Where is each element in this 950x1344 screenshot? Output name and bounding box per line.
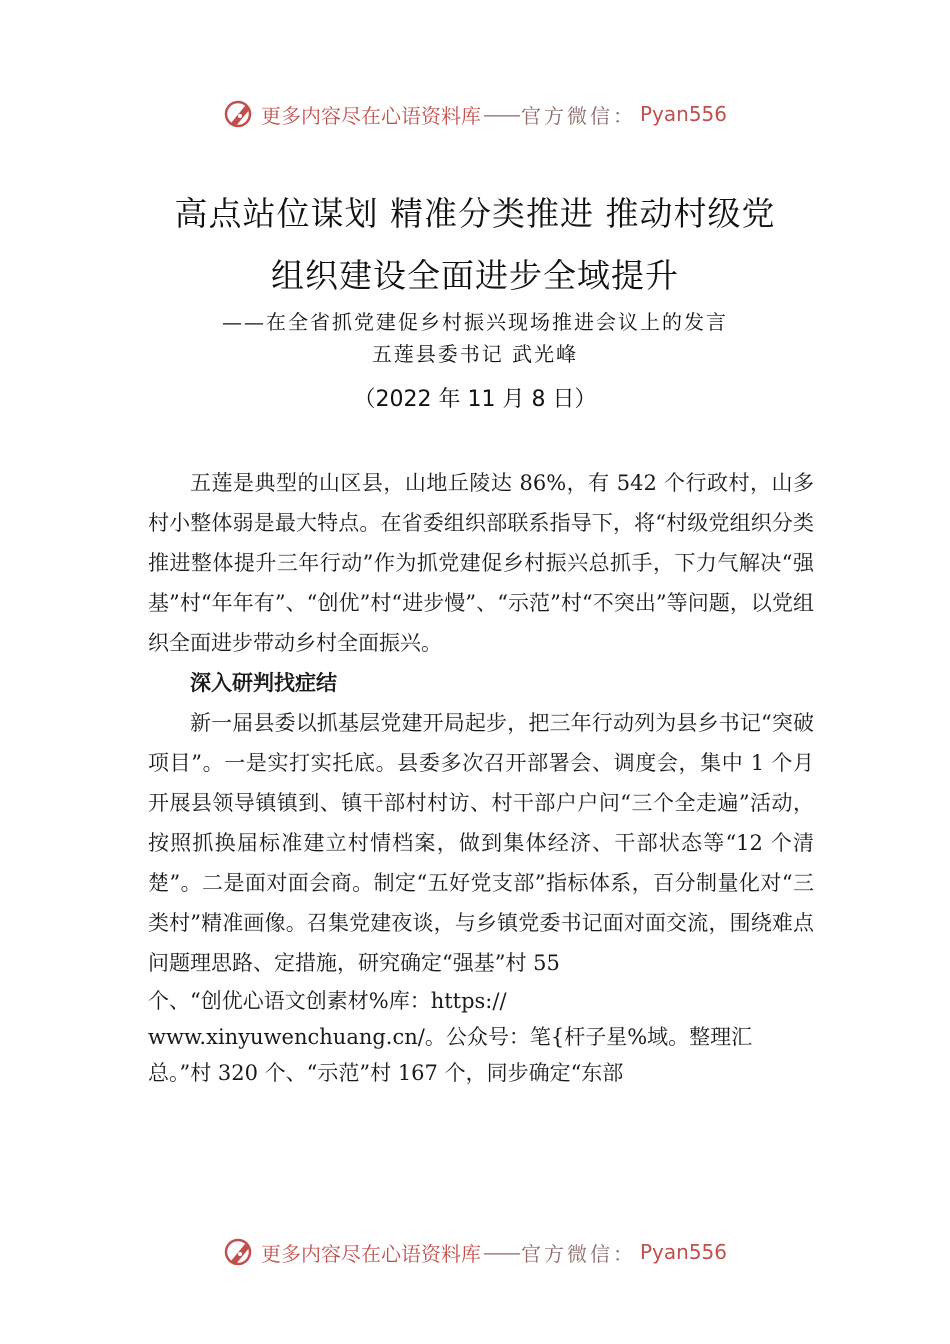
document-subtitle: ——在全省抓党建促乡村振兴现场推进会议上的发言: [222, 310, 728, 334]
banner-main-text: 更多内容尽在心语资料库: [260, 1241, 481, 1266]
banner-official-label: 官方微信：: [520, 103, 636, 128]
banner-official-label: 官方微信：: [520, 1241, 636, 1266]
document-author: 五莲县委书记 武光峰: [371, 342, 579, 366]
banner-separator: ——: [482, 1240, 519, 1264]
body-paragraph-1: 五莲是典型的山区县，山地丘陵达 86%，有 542 个行政村，山多村小整体弱是最大特点。在省委组织部联系指导下，将“村级党组织分类推进整体提升三年行动”作为抓党建促乡村振兴总抓手，下力气解决“强基”村“年年有”、“创优”村“进步慢”、“示范”村“不突出”等问题，以党组织全面进步带动乡村全面振兴。: [148, 471, 814, 655]
document-title-line1: 高点站位谋划 精准分类推进 推动村级党: [174, 194, 776, 233]
pen-nib-logo-icon: [223, 97, 257, 131]
body-paragraph-2: 新一届县委以抓基层党建开局起步，把三年行动列为县乡书记“突破项目”。一是实打实托底。县委多次召开部署会、调度会，集中 1 个月开展县领导镇镇到、镇干部村村访、村干部户户问“三个全走遍”活动，按照抓换届标准建立村情档案，做到集体经济、干部状态等“12 个清楚”。二是面对面会商。制定“五好党支部”指标体系，百分制量化对“三类村”精准画像。召集党建夜谈，与乡镇党委书记面对面交流，围绕难点问题理思路、定措施，研究确定“强基”村 55: [148, 711, 814, 975]
document-body: [148, 463, 814, 1091]
banner-wechat-id: Pyan556: [639, 102, 727, 126]
banner-separator: ——: [482, 102, 519, 126]
document-date: （2022 年 11 月 8 日）: [353, 387, 597, 412]
banner-wechat-id: Pyan556: [639, 1240, 727, 1264]
body-tail-line-2: www.xinyuwenchuang.cn/。公众号：笔{杆子星%域。整理汇: [148, 1025, 753, 1049]
pen-nib-logo-icon: [223, 1235, 257, 1269]
body-tail-line-3: 总。”村 320 个、“示范”村 167 个，同步确定“东部: [148, 1061, 624, 1085]
header-watermark-banner: [0, 94, 950, 134]
footer-watermark-banner: [0, 1232, 950, 1272]
document-title-line2: 组织建设全面进步全域提升: [271, 256, 679, 295]
body-tail-line-1: 个、“创优心语文创素材%库：https://: [148, 989, 507, 1013]
banner-main-text: 更多内容尽在心语资料库: [260, 103, 481, 128]
section-heading: 深入研判找症结: [190, 671, 337, 695]
